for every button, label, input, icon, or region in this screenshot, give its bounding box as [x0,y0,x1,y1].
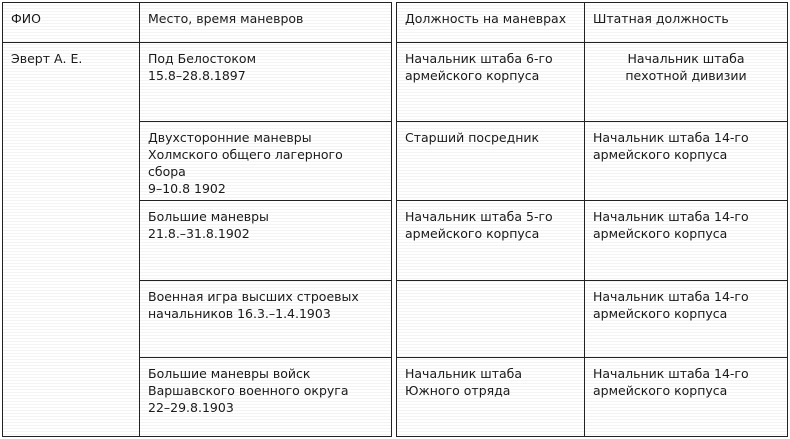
header-fio: ФИО [11,11,41,26]
place-time-cell: Под Белостоком 15.8–28.8.1897 [148,51,256,83]
staff-position-cell: Начальник штаба 14-го армейского корпуса [593,209,749,241]
staff-position-cell: Начальник штаба 14-го армейского корпуса [593,289,749,321]
header-maneuver-position: Должность на маневрах [405,11,567,26]
place-time-cell: Большие маневры войск Варшавского военного округа 22–29.8.1903 [148,366,349,415]
staff-position-cell: Начальник штаба пехотной дивизии [625,51,747,83]
header-staff-position: Штатная должность [593,11,729,26]
place-time-cell: Большие маневры 21.8.–31.8.1902 [148,209,269,241]
maneuver-position-cell: Старший посредник [405,130,540,145]
maneuver-position-cell: Начальник штаба 5-го армейского корпуса [405,209,553,241]
place-time-cell: Военная игра высших строевых начальников 16.3.–1.4.1903 [148,289,359,321]
table-left [2,2,392,437]
staff-position-cell: Начальник штаба 14-го армейского корпуса [593,130,749,162]
table-right [396,2,788,437]
staff-position-cell: Начальник штаба 14-го армейского корпуса [593,366,749,398]
maneuver-position-cell: Начальник штаба Южного отряда [405,366,523,398]
maneuver-position-cell [397,281,584,288]
header-place-time: Место, время маневров [148,11,304,26]
place-time-cell: Двухсторонние маневры Холмского общего лагерного сбора 9–10.8 1902 [148,130,343,196]
person-name: Эверт А. Е. [11,51,83,66]
maneuver-position-cell: Начальник штаба 6-го армейского корпуса [405,51,553,83]
